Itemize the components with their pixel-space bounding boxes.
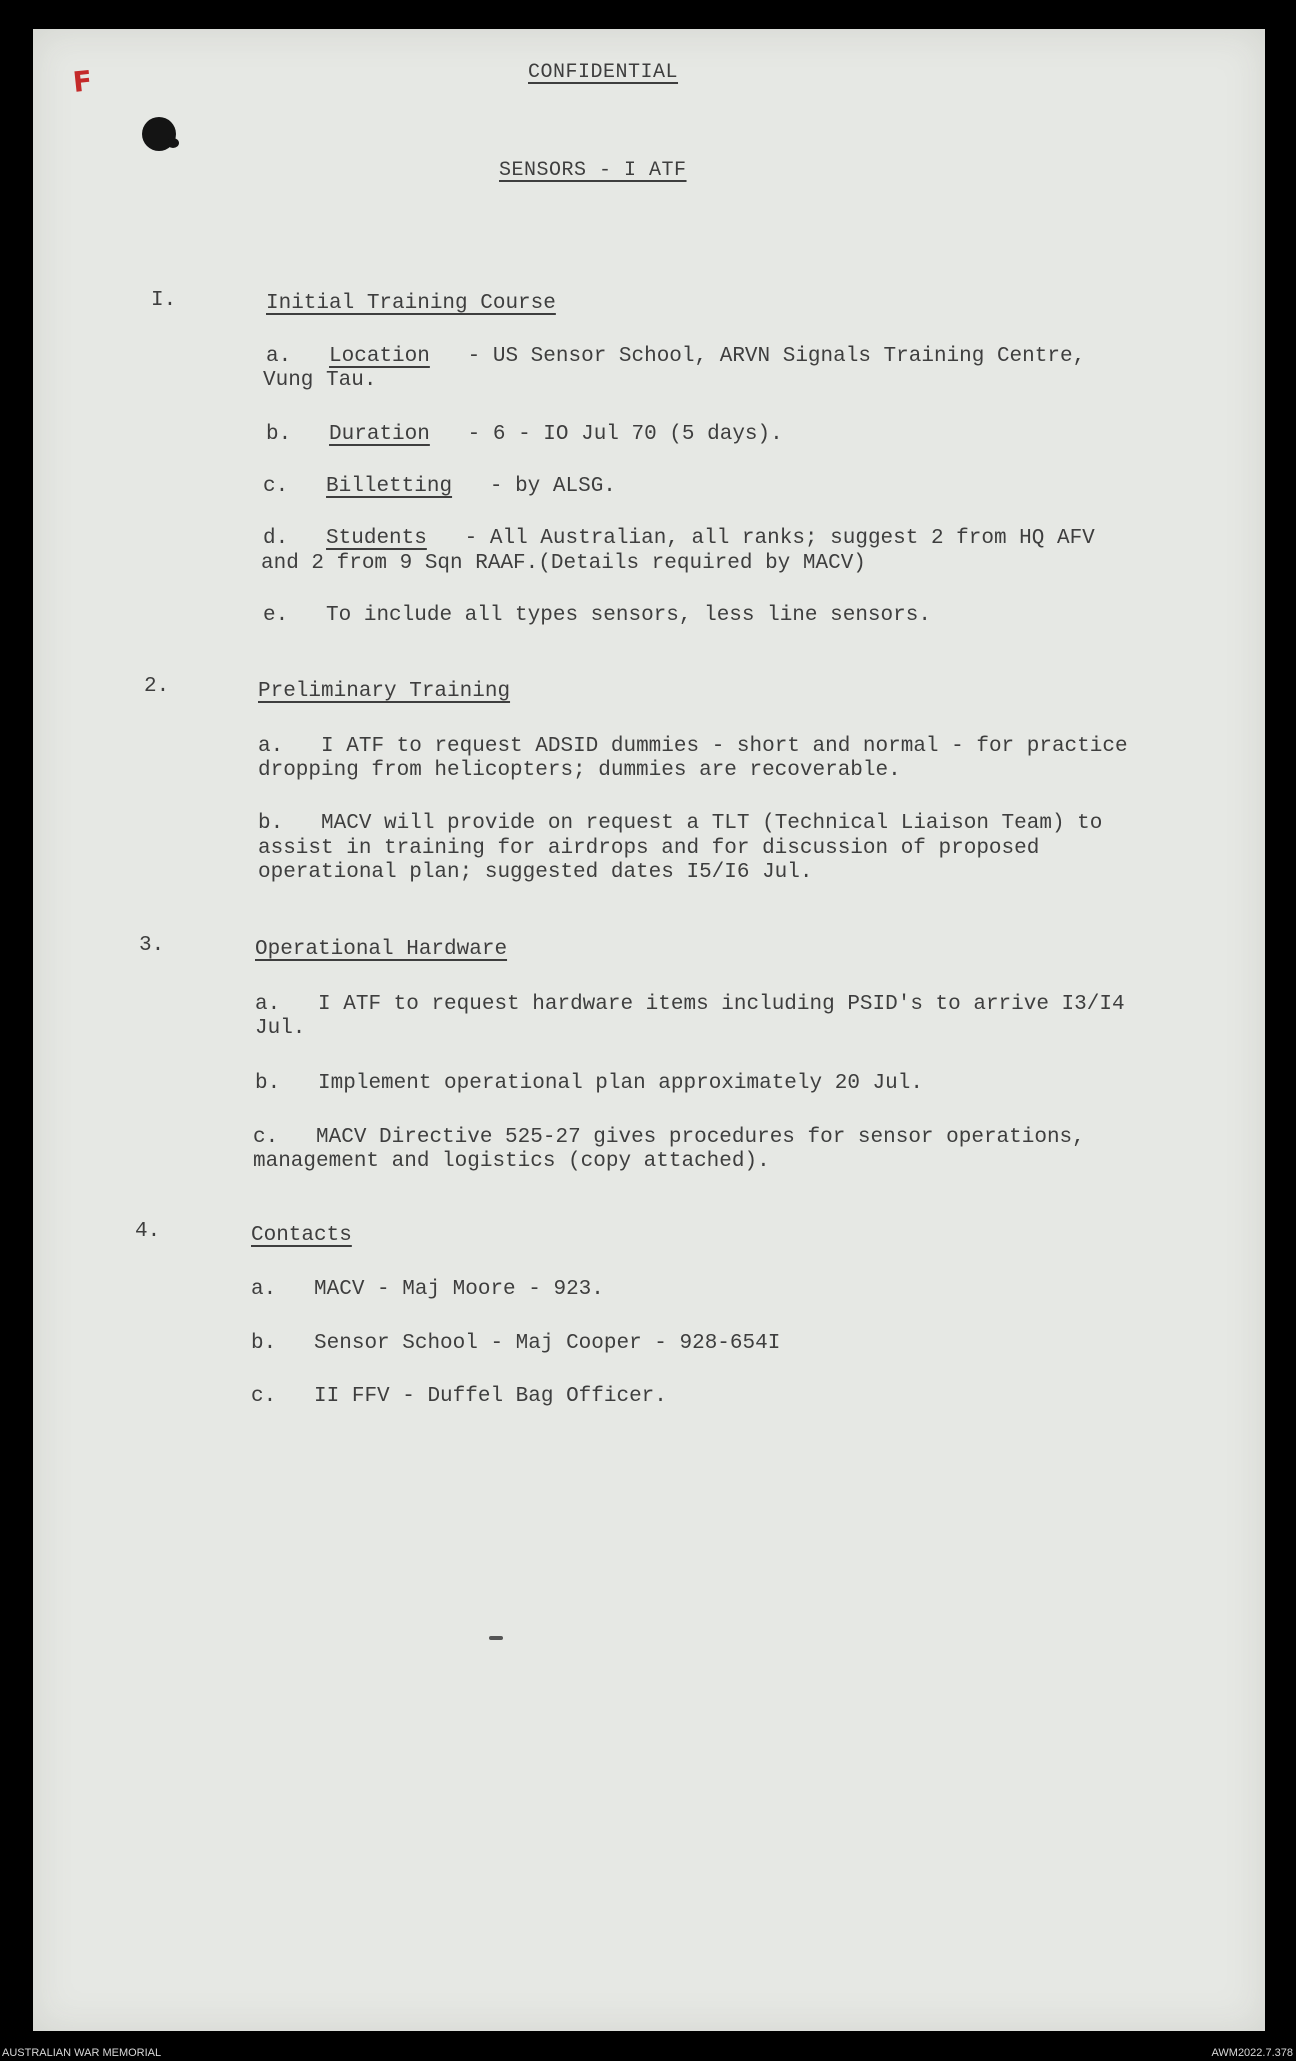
item-text: II FFV - Duffel Bag Officer.: [314, 1385, 667, 1408]
red-margin-mark: F: [71, 64, 94, 99]
item-continuation: Jul.: [255, 1017, 306, 1040]
item-letter: e.: [263, 604, 289, 627]
item-letter: c.: [263, 475, 289, 498]
item-continuation: management and logistics (copy attached).: [253, 1150, 770, 1173]
item-label: Location: [329, 345, 430, 368]
section-number: 2.: [144, 675, 170, 698]
item-line: [266, 423, 783, 446]
item-letter: d.: [263, 527, 289, 550]
section-heading: Initial Training Course: [266, 292, 556, 315]
item-line: [251, 1278, 604, 1301]
item-line: [266, 345, 1085, 368]
item-line: [255, 993, 1125, 1016]
document-page: [33, 29, 1265, 2031]
item-line: [263, 604, 931, 627]
item-continuation: and 2 from 9 Sqn RAAF.(Details required by MACV): [261, 552, 866, 575]
section-number: 3.: [139, 934, 165, 957]
document-title: SENSORS - I ATF: [499, 159, 687, 182]
item-text: - US Sensor School, ARVN Signals Training Centre,: [467, 345, 1086, 368]
footer-left: AUSTRALIAN WAR MEMORIAL: [2, 2047, 162, 2059]
item-letter: c.: [251, 1385, 277, 1408]
item-letter: b.: [255, 1072, 281, 1095]
item-letter: b.: [251, 1332, 277, 1355]
item-letter: a.: [255, 993, 281, 1016]
item-text: - by ALSG.: [489, 475, 616, 498]
section-heading: Contacts: [251, 1224, 352, 1247]
item-line: [263, 475, 616, 498]
item-letter: b.: [258, 812, 284, 835]
item-line: [258, 812, 1102, 835]
item-text: MACV Directive 525-27 gives procedures for sensor operations,: [316, 1126, 1085, 1149]
item-text: - 6 - IO Jul 70 (5 days).: [467, 423, 783, 446]
item-letter: a.: [251, 1278, 277, 1301]
footer-right: AWM2022.7.378: [1211, 2047, 1293, 2059]
item-letter: b.: [266, 423, 292, 446]
item-letter: c.: [253, 1126, 279, 1149]
item-label: Duration: [329, 423, 430, 446]
item-text: - All Australian, all ranks; suggest 2 from HQ AFV: [464, 527, 1095, 550]
item-text: To include all types sensors, less line sensors.: [326, 604, 931, 627]
item-text: I ATF to request hardware items including PSID's to arrive I3/I4: [318, 993, 1125, 1016]
item-text: MACV will provide on request a TLT (Technical Liaison Team) to: [321, 812, 1103, 835]
item-line: [258, 735, 1128, 758]
item-line: [251, 1332, 780, 1355]
section-number: 4.: [135, 1220, 161, 1243]
item-line: [263, 527, 1095, 550]
section-heading: Operational Hardware: [255, 938, 508, 961]
item-text: I ATF to request ADSID dummies - short and normal - for practice: [321, 735, 1128, 758]
section-heading: Preliminary Training: [258, 680, 511, 703]
item-continuation: Vung Tau.: [263, 369, 377, 392]
stray-mark: [489, 1636, 503, 1640]
item-letter: a.: [258, 735, 284, 758]
item-text: Sensor School - Maj Cooper - 928-654I: [314, 1332, 781, 1355]
item-letter: a.: [266, 345, 292, 368]
classification-heading: CONFIDENTIAL: [528, 61, 679, 84]
section-number: I.: [151, 289, 177, 312]
item-continuation: operational plan; suggested dates I5/I6 Jul.: [258, 861, 813, 884]
item-line: [253, 1126, 1085, 1149]
item-line: [251, 1385, 667, 1408]
punch-hole: [142, 117, 176, 151]
item-continuation: dropping from helicopters; dummies are recoverable.: [258, 759, 901, 782]
item-label: Students: [326, 527, 427, 550]
item-text: Implement operational plan approximately 20 Jul.: [318, 1072, 923, 1095]
item-line: [255, 1072, 923, 1095]
item-text: MACV - Maj Moore - 923.: [314, 1278, 604, 1301]
item-continuation: assist in training for airdrops and for discussion of proposed: [258, 837, 1040, 860]
item-label: Billetting: [326, 475, 453, 498]
